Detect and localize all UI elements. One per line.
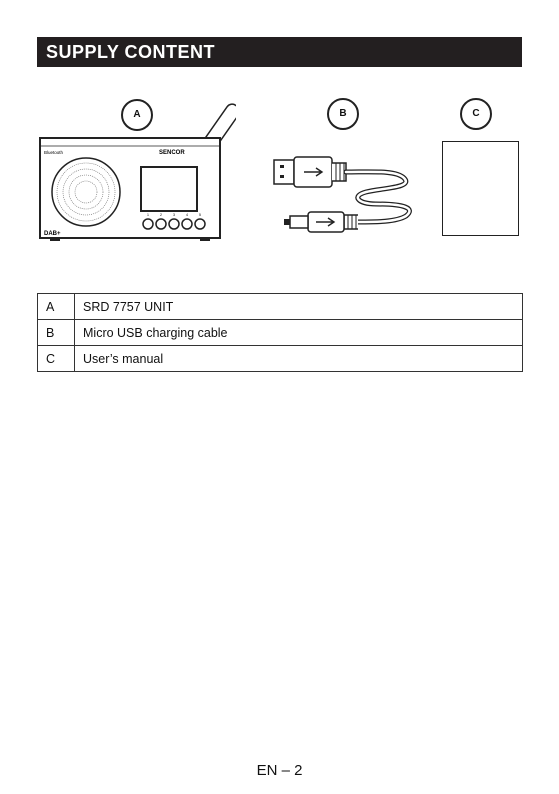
row-key: C xyxy=(38,346,75,372)
brand-logo: SENCOR xyxy=(159,150,185,156)
badge-a: A xyxy=(121,99,153,131)
button-number-4: 4 xyxy=(186,213,188,217)
speaker-grille xyxy=(52,158,120,226)
button-number-2: 2 xyxy=(160,213,162,217)
page-number: EN – 2 xyxy=(256,762,303,779)
table-row xyxy=(38,320,523,346)
table-row xyxy=(38,346,523,372)
bluetooth-label: Bluetooth xyxy=(44,150,64,155)
section-header xyxy=(37,37,522,67)
dab-logo: DAB+ xyxy=(44,231,61,237)
section-title: SUPPLY CONTENT xyxy=(46,42,216,62)
micro-usb-plug-icon xyxy=(284,212,358,232)
button-number-1: 1 xyxy=(147,213,149,217)
user-manual-illustration xyxy=(442,141,519,236)
row-key: A xyxy=(38,294,75,320)
preset-buttons xyxy=(143,219,205,229)
button-number-3: 3 xyxy=(173,213,175,217)
badge-c: C xyxy=(460,98,492,130)
row-key: B xyxy=(38,320,75,346)
display-screen xyxy=(141,167,197,211)
supply-content-table xyxy=(37,293,523,372)
row-value: Micro USB charging cable xyxy=(75,320,523,346)
usb-cable-illustration xyxy=(266,148,426,238)
row-value: User’s manual xyxy=(75,346,523,372)
button-number-5: 5 xyxy=(199,213,201,217)
usb-a-plug-icon xyxy=(274,157,346,187)
badge-b: B xyxy=(327,98,359,130)
row-value: SRD 7757 UNIT xyxy=(75,294,523,320)
radio-illustration xyxy=(36,102,236,247)
table-row xyxy=(38,294,523,320)
